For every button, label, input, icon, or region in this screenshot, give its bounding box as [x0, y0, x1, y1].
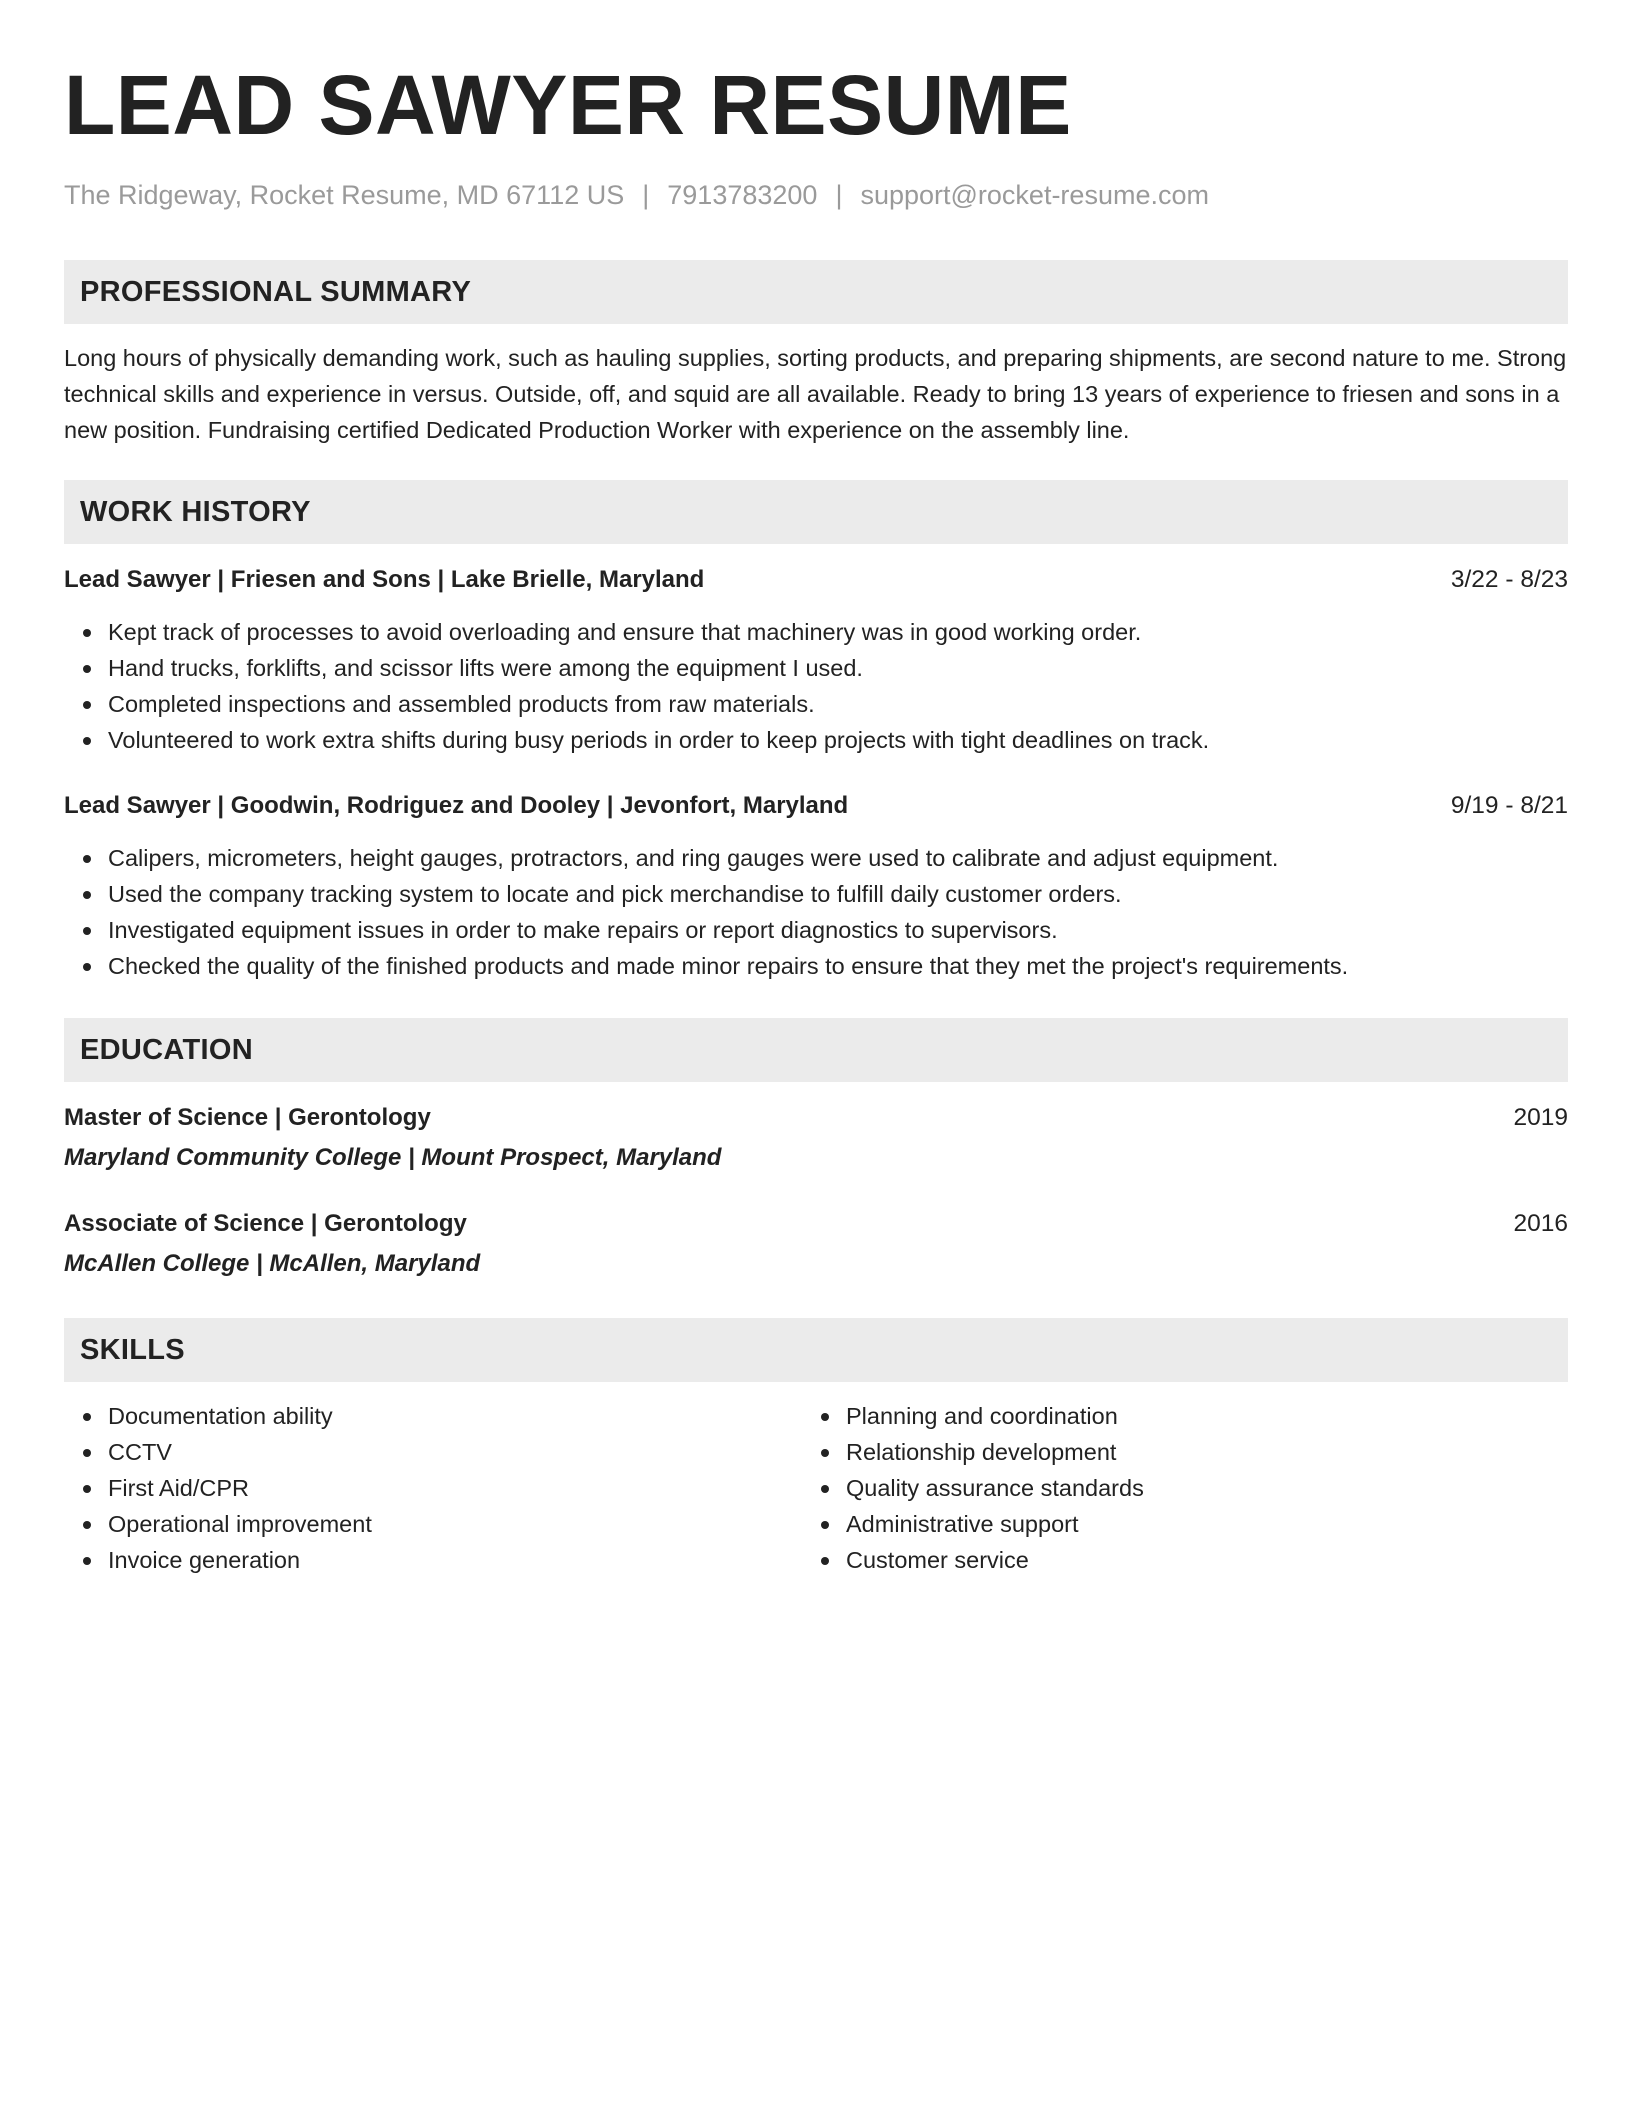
skill-item: First Aid/CPR: [108, 1470, 802, 1506]
skill-item: Quality assurance standards: [846, 1470, 1540, 1506]
job-bullets: [64, 840, 1568, 984]
job-bullet: Completed inspections and assembled products from raw materials.: [108, 686, 1568, 722]
job-dates: 3/22 - 8/23: [1450, 566, 1568, 593]
contact-line: [64, 178, 1568, 212]
skill-item: Invoice generation: [108, 1542, 802, 1578]
job-bullets: [64, 614, 1568, 758]
section-header-summary: PROFESSIONAL SUMMARY: [64, 260, 1568, 324]
skill-item: Documentation ability: [108, 1398, 802, 1434]
section-header-skills: SKILLS: [64, 1318, 1568, 1382]
job-entry: [64, 788, 1568, 984]
section-header-work-history: WORK HISTORY: [64, 480, 1568, 544]
contact-phone: 7913783200: [667, 180, 818, 210]
education-school: Maryland Community College | Mount Prospect, Maryland: [64, 1144, 722, 1171]
contact-separator: |: [642, 180, 650, 210]
skills-column-right: [802, 1398, 1540, 1578]
education-degree: Associate of Science | Gerontology: [64, 1210, 467, 1237]
job-bullet: Used the company tracking system to locate and pick merchandise to fulfill daily customer orders.: [108, 876, 1568, 912]
skill-item: Customer service: [846, 1542, 1540, 1578]
job-entry: [64, 562, 1568, 758]
skills-list: [64, 1398, 1568, 1578]
education-year: 2016: [1513, 1210, 1568, 1237]
education-school: McAllen College | McAllen, Maryland: [64, 1250, 481, 1277]
resume-title: LEAD SAWYER RESUME: [64, 58, 1072, 152]
education-degree: Master of Science | Gerontology: [64, 1104, 431, 1131]
summary-text: Long hours of physically demanding work, such as hauling supplies, sorting products, and preparing shipments, are second nature to me. Strong technical skills and experience in versus. Outside, off, and squid are all available. Ready to bring 13 years of experience to friesen and sons in a new position. Fundraising certified Dedicated Production Worker with experience on the assembly line.: [64, 345, 1567, 443]
job-bullet: Investigated equipment issues in order to make repairs or report diagnostics to supervisors.: [108, 912, 1568, 948]
education-entry: [64, 1206, 1568, 1282]
job-bullet: Calipers, micrometers, height gauges, protractors, and ring gauges were used to calibrate and adjust equipment.: [108, 840, 1568, 876]
contact-separator: |: [835, 180, 843, 210]
job-dates: 9/19 - 8/21: [1450, 792, 1568, 819]
skill-item: Administrative support: [846, 1506, 1540, 1542]
skills-column-left: [64, 1398, 802, 1578]
job-title: Lead Sawyer | Goodwin, Rodriguez and Dooley | Jevonfort, Maryland: [64, 792, 849, 819]
skill-item: Relationship development: [846, 1434, 1540, 1470]
skill-item: Planning and coordination: [846, 1398, 1540, 1434]
job-bullet: Hand trucks, forklifts, and scissor lifts were among the equipment I used.: [108, 650, 1568, 686]
education-year: 2019: [1513, 1104, 1568, 1131]
skill-item: Operational improvement: [108, 1506, 802, 1542]
job-title: Lead Sawyer | Friesen and Sons | Lake Brielle, Maryland: [64, 566, 705, 593]
job-bullet: Checked the quality of the finished products and made minor repairs to ensure that they met the project's requirements.: [108, 948, 1568, 984]
skill-item: CCTV: [108, 1434, 802, 1470]
section-header-education: EDUCATION: [64, 1018, 1568, 1082]
job-bullet: Kept track of processes to avoid overloading and ensure that machinery was in good working order.: [108, 614, 1568, 650]
education-entry: [64, 1100, 1568, 1176]
contact-email: support@rocket-resume.com: [860, 180, 1209, 210]
job-bullet: Volunteered to work extra shifts during busy periods in order to keep projects with tight deadlines on track.: [108, 722, 1568, 758]
contact-address: The Ridgeway, Rocket Resume, MD 67112 US: [64, 180, 625, 210]
